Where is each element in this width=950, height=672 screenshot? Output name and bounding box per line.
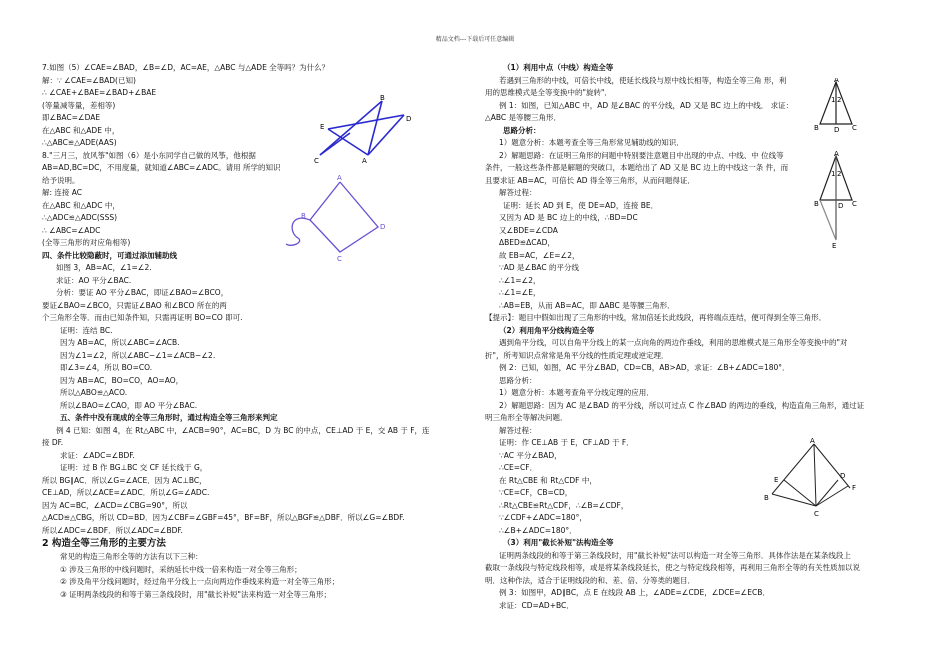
fig6-label-b: B — [301, 212, 306, 220]
method-item: ① 涉及三角形的中线问题时，采纳延长中线一倍来构造一对全等三角形； — [60, 564, 302, 574]
text-line: ΔBED≌ΔCAD， — [499, 238, 555, 247]
text-line: CE⊥AD，所以∠ACE=∠ADC．所以∠G=∠ADC. — [42, 488, 210, 497]
text-line: 例 2：已知，如图，AC 平分∠BAD，CD=CB，AB>AD，求证：∠B+∠ADC=180°． — [499, 363, 790, 372]
fig5-label-b: B — [380, 94, 385, 102]
text-line: 解答过程： — [499, 425, 537, 435]
text-line: 条件，一般这些条件都是解题的突破口，本题给出了 AD 又是 BC 边上的中线这一条 件，而 — [485, 163, 789, 172]
method-item: ③ 证明两条线段的和等于第三条线段时，用"截长补短"法来构造一对全等三角形； — [60, 589, 332, 599]
text-line: （2）利用角平分线构造全等 — [499, 325, 595, 335]
text-line: （1）利用中点（中线）构造全等 — [503, 63, 614, 72]
text-line: 在 Rt△CBE 和 Rt△CDF 中， — [499, 475, 597, 485]
text-line: (等量减等量，差相等) — [42, 100, 116, 110]
text-line: ∴△ABC≌△ADE(AAS) — [42, 138, 117, 147]
page-header: 精品文档---下载后可任意编辑 — [435, 36, 515, 43]
fig1e-label-b: B — [814, 200, 819, 208]
text-line: 求证：CD=AD+BC． — [499, 600, 574, 610]
text-line: ∴AB=EB，从而 AB=AC，即 ΔABC 是等腰三角形． — [499, 300, 675, 310]
fig5-label-d: D — [406, 115, 412, 123]
method-item: ② 涉及角平分线问题时，经过角平分线上一点向两边作垂线来构造一对全等三角形； — [60, 577, 340, 586]
text-line: 明三角形全等解决问题． — [485, 413, 568, 422]
text-line: ∴△ADC≌△ADC(SSS) — [42, 213, 118, 222]
text-line: 解：∵ ∠CAE=∠BAD(已知) — [42, 75, 136, 85]
fig1e-num-2: 2 — [837, 170, 842, 178]
fig5-label-a: A — [362, 157, 367, 163]
text-line: 要证∠BAO=∠BCO，只需证∠BAO 和∠BCO 所在的两 — [42, 300, 227, 310]
fig1e-label-a: A — [834, 150, 839, 158]
fig2-label-c: C — [814, 510, 819, 518]
text-line: 7.如图（5）∠CAE=∠BAD，∠B=∠D，AC=AE，△ABC 与△ADE 全等吗？为什么？ — [42, 63, 330, 72]
text-line: 1）题意分析：本题考查全等三角形常见辅助线的知识． — [499, 138, 684, 147]
text-line: 证明：过 B 作 BG⊥BC 交 CF 延长线于 G， — [60, 463, 208, 472]
text-line: 2）解题思路：因为 AC 是∠BAD 的平分线，所以可过点 C 作∠BAD 的两边的垂线，构造直角三角形，通过证 — [499, 400, 865, 410]
text-line: 个三角形全等．而由已知条件知，只需再证明 BO=CO 即可. — [42, 313, 243, 322]
text-line: ∵AC 平分∠BAD， — [499, 450, 562, 460]
text-line: 因为 AB=AC，所以∠ABC=∠ACB. — [60, 338, 180, 347]
figure-6-kite — [270, 172, 390, 262]
fig2-label-e: E — [774, 476, 779, 484]
text-line: 证明：作 CE⊥AB 于 E，CF⊥AD 于 F． — [499, 438, 634, 447]
text-line: (全等三角形的对应角相等) — [42, 238, 131, 247]
fig1-label-c: C — [852, 124, 857, 132]
text-line: 如图 3，AB=AC，∠1=∠2. — [56, 263, 152, 272]
text-line: 证明：延长 AD 到 E，使 DE=AD，连接 BE． — [503, 200, 659, 210]
text-line: 例 1：如图，已知△ABC 中，AD 是∠BAC 的平分线，AD 又是 BC 边上的中线． 求证： — [499, 100, 794, 110]
right-column — [485, 62, 909, 612]
text-line: ∵CE=CF，CB=CD， — [499, 488, 573, 497]
text-line: 接 DF. — [42, 438, 64, 447]
text-line: 所以△ABO≌△ACO. — [60, 388, 128, 397]
text-line: 遇到角平分线，可以自角平分线上的某一点向角的两边作垂线，利用的思维模式是三角形全等变换中的"对 — [499, 338, 848, 347]
text-line: 又∠BDE=∠CDA — [499, 225, 558, 235]
text-line: ∵∠CDF+∠ADC=180°， — [499, 513, 587, 522]
text-line: 给予说明。 — [42, 175, 80, 185]
text-line: 在△ABC 和△ADE 中， — [42, 125, 120, 135]
text-line: ∵AD 是∠BAC 的平分线 — [499, 263, 580, 272]
text-line: 折"，所考知识点常常是角平分线的性质定理或逆定理． — [485, 350, 669, 360]
fig2-label-f: F — [852, 484, 857, 492]
text-line: 思路分析： — [499, 375, 537, 385]
text-line: 8."三月三，放风筝"如图（6）是小东同学自己做的风筝，他根据 — [42, 150, 256, 160]
text-line: ∴∠1=∠E， — [499, 288, 541, 297]
fig1-num-2: 2 — [837, 96, 842, 104]
text-line: 求证：AO 平分∠BAC. — [56, 275, 132, 285]
text-line: ∴Rt△CBE≌Rt△CDF，∴∠B=∠CDF， — [499, 500, 629, 510]
text-line: 即∠3=∠4，所以 BO=CO. — [60, 363, 153, 372]
text-line: 例 4 已知：如图 4，在 Rt△ABC 中，∠ACB=90°，AC=BC，D 为 BC 的中点，CE⊥AD 于 E，交 AB 于 F，连 — [56, 425, 430, 435]
text-line: 因为 AC=BC，∠ACD=∠CBG=90°，所以 — [42, 500, 188, 510]
text-line: 截取一条线段与特定线段相等，或是将某条线段延长，使之与特定线段相等，再利用三角形全等的有关性质加以说 — [485, 563, 860, 572]
text-line: 五、条件中没有现成的全等三角形时，通过构造全等三角形来判定 — [60, 413, 278, 422]
text-line: 思路分析： — [503, 125, 541, 135]
text-line: ∴ ∠CAE+∠BAE=∠BAD+∠BAE — [42, 88, 157, 97]
fig1e-label-d: D — [838, 202, 844, 210]
text-line: ∴∠1=∠2， — [499, 275, 541, 285]
text-line: △ACD≌△CBG，所以 CD=BD．因为∠CBF=∠GBF=45°，BF=BF，所以△BGF≌△DBF．所以∠G=∠BDF. — [42, 513, 405, 522]
text-line: 因为∠1=∠2，所以∠ABC−∠1=∠ACB−∠2. — [60, 350, 216, 360]
text-line: 且要求证 AB=AC，可倍长 AD 得全等三角形，从而问题得证． — [485, 175, 695, 185]
fig1e-label-c: C — [852, 200, 857, 208]
text-line: 证明：连结 BC. — [60, 325, 113, 335]
text-line: ∴CE=CF． — [499, 463, 538, 472]
fig5-label-e: E — [320, 123, 325, 131]
text-line: △ABC 是等腰三角形． — [485, 113, 562, 122]
text-line: 例 3：如图甲，AD∥BC，点 E 在线段 AB 上，∠ADE=∠CDE，∠DCE=∠ECB． — [499, 588, 770, 597]
method-item: 常见的构造三角形全等的方法有以下三种： — [60, 552, 203, 561]
fig6-label-c: C — [337, 255, 342, 262]
fig1e-label-e: E — [832, 242, 837, 250]
fig1-label-d: D — [834, 126, 840, 134]
text-line: AB=AD,BC=DC，不用度量，就知道∠ABC=∠ADC。请用 所学的知识 — [42, 163, 281, 172]
fig1-num-1: 1 — [831, 96, 836, 104]
text-line: 在△ABC 和△ADC 中， — [42, 200, 120, 210]
figure-example2-bisector — [762, 438, 862, 518]
fig1-label-b: B — [814, 124, 819, 132]
text-line: 又因为 AD 是 BC 边上的中线，∴BD=DC — [499, 213, 638, 222]
text-line: （3）利用"截长补短"法构造全等 — [503, 538, 614, 547]
text-line: 求证：∠ADC=∠BDF. — [60, 450, 135, 460]
text-line: 所以 BG∥AC．所以∠G=∠ACE．因为 AC⊥BC， — [42, 475, 207, 485]
text-line: 明．这种作法，适合于证明线段的和、差、倍、分等类的题目． — [485, 575, 695, 585]
fig2-label-a: A — [810, 438, 815, 445]
fig2-label-d: D — [840, 472, 846, 480]
text-line: 四、条件比较隐蔽时，可通过添加辅助线 — [42, 250, 177, 260]
fig1e-num-1: 1 — [831, 170, 836, 178]
text-line: 1）题意分析：本题考查角平分线定理的应用． — [499, 388, 654, 397]
figure-5-diagram — [310, 93, 425, 163]
figure-example1-extension — [812, 150, 862, 250]
text-line: 用的思维模式是全等变换中的"旋转"． — [485, 88, 612, 97]
text-line: 即∠BAC=∠DAE — [42, 113, 101, 122]
fig6-label-a: A — [337, 174, 342, 182]
fig2-label-b: B — [764, 494, 769, 502]
fig5-label-c: C — [314, 157, 319, 163]
text-line: 解答过程： — [499, 188, 537, 197]
text-line: 解: 连接 AC — [42, 188, 83, 197]
section-title: 2 构造全等三角形的主要方法 — [42, 538, 166, 549]
text-line: 2）解题思路：在证明三角形的问题中特别要注意题目中出现的中点、中线、中 位线等 — [499, 150, 784, 160]
text-line: 所以∠ADC=∠BDF．所以∠ADC=∠BDF. — [42, 525, 183, 535]
text-line: 【提示】：题目中假如出现了三角形的中线，常加倍延长此线段，再将端点连结，便可得到全等三角形． — [485, 313, 827, 322]
figure-example1-triangle — [812, 78, 862, 134]
text-line: ∴∠B+∠ADC=180°． — [499, 525, 577, 535]
text-line: 若遇到三角形的中线，可倍长中线，使延长线段与原中线长相等，构造全等三角 形，利 — [499, 75, 787, 85]
fig1-label-a: A — [834, 78, 839, 84]
text-line: 分析：要证 AO 平分∠BAC，即证∠BAO=∠BCO， — [56, 288, 229, 297]
fig6-label-d: D — [380, 223, 386, 231]
text-line: 故 EB=AC，∠E=∠2， — [499, 250, 580, 260]
text-line: 所以∠BAO=∠CAO，即 AO 平分∠BAC. — [60, 400, 198, 410]
text-line: 证明两条线段的和等于第三条线段时，用"截长补短"法可以构造一对全等三角形．具体作法是在某条线段上 — [499, 550, 851, 560]
text-line: ∴ ∠ABC=∠ADC — [42, 225, 101, 235]
text-line: 因为 AB=AC，BO=CO，AO=AO， — [60, 375, 184, 385]
